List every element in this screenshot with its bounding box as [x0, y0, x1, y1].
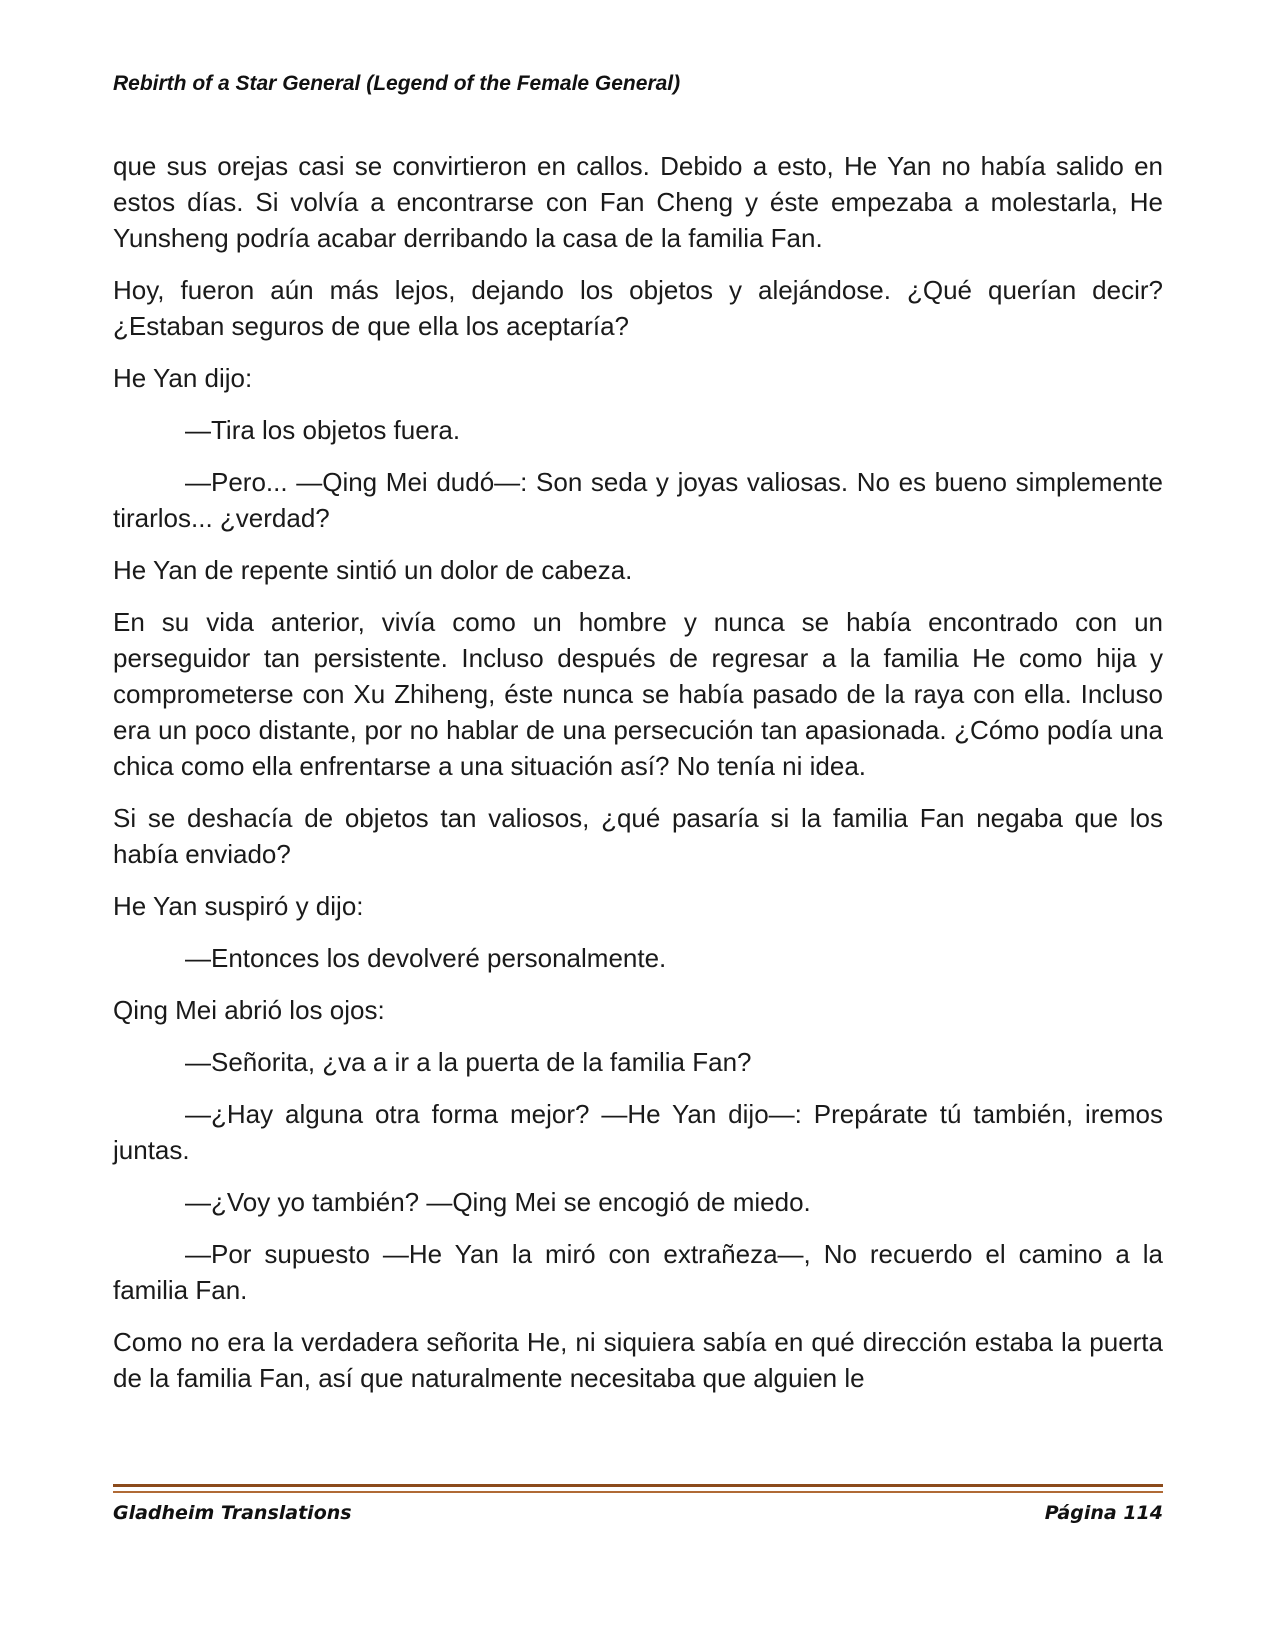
footer-rule	[113, 1484, 1163, 1487]
dialogue-paragraph: —Por supuesto —He Yan la miró con extrañeza—, No recuerdo el camino a la familia Fan.	[113, 1239, 1163, 1305]
page-footer	[113, 1502, 1163, 1524]
paragraph: He Yan suspiró y dijo:	[113, 891, 364, 921]
dialogue-paragraph: —Tira los objetos fuera.	[185, 415, 461, 445]
dialogue-paragraph: —Señorita, ¿va a ir a la puerta de la familia Fan?	[185, 1047, 752, 1077]
paragraph: Hoy, fueron aún más lejos, dejando los objetos y alejándose. ¿Qué querían decir? ¿Estaban seguros de que ella los aceptaría?	[113, 275, 1163, 341]
paragraph: que sus orejas casi se convirtieron en callos. Debido a esto, He Yan no había salido en estos días. Si volvía a encontrarse con Fan Cheng y éste empezaba a molestarla, He Yunsheng podría acabar derribando la casa de la familia Fan.	[113, 151, 1163, 253]
paragraph: He Yan de repente sintió un dolor de cabeza.	[113, 555, 633, 585]
body-text	[113, 148, 1163, 1412]
dialogue-paragraph: —Pero... —Qing Mei dudó—: Son seda y joyas valiosas. No es bueno simplemente tirarlos... ¿verdad?	[113, 467, 1163, 533]
paragraph: Como no era la verdadera señorita He, ni siquiera sabía en qué dirección estaba la puerta de la familia Fan, así que naturalmente necesitaba que alguien le	[113, 1327, 1163, 1393]
footer-rule-thin	[113, 1491, 1163, 1493]
publisher-name: Gladheim Translations	[113, 1502, 352, 1524]
running-header: Rebirth of a Star General (Legend of the Female General)	[113, 72, 681, 95]
dialogue-paragraph: —Entonces los devolveré personalmente.	[185, 943, 667, 973]
paragraph: He Yan dijo:	[113, 363, 253, 393]
dialogue-paragraph: —¿Voy yo también? —Qing Mei se encogió de miedo.	[185, 1187, 811, 1217]
paragraph: Si se deshacía de objetos tan valiosos, ¿qué pasaría si la familia Fan negaba que los había enviado?	[113, 803, 1163, 869]
paragraph: En su vida anterior, vivía como un hombre y nunca se había encontrado con un perseguidor tan persistente. Incluso después de regresar a la familia He como hija y comprometerse con Xu Zhiheng, éste nunca se había pasado de la raya con ella. Incluso era un poco distante, por no hablar de una persecución tan apasionada. ¿Cómo podía una chica como ella enfrentarse a una situación así? No tenía ni idea.	[113, 607, 1163, 781]
page-number: Página 114	[1044, 1502, 1163, 1524]
dialogue-paragraph: —¿Hay alguna otra forma mejor? —He Yan dijo—: Prepárate tú también, iremos juntas.	[113, 1099, 1163, 1165]
paragraph: Qing Mei abrió los ojos:	[113, 995, 385, 1025]
